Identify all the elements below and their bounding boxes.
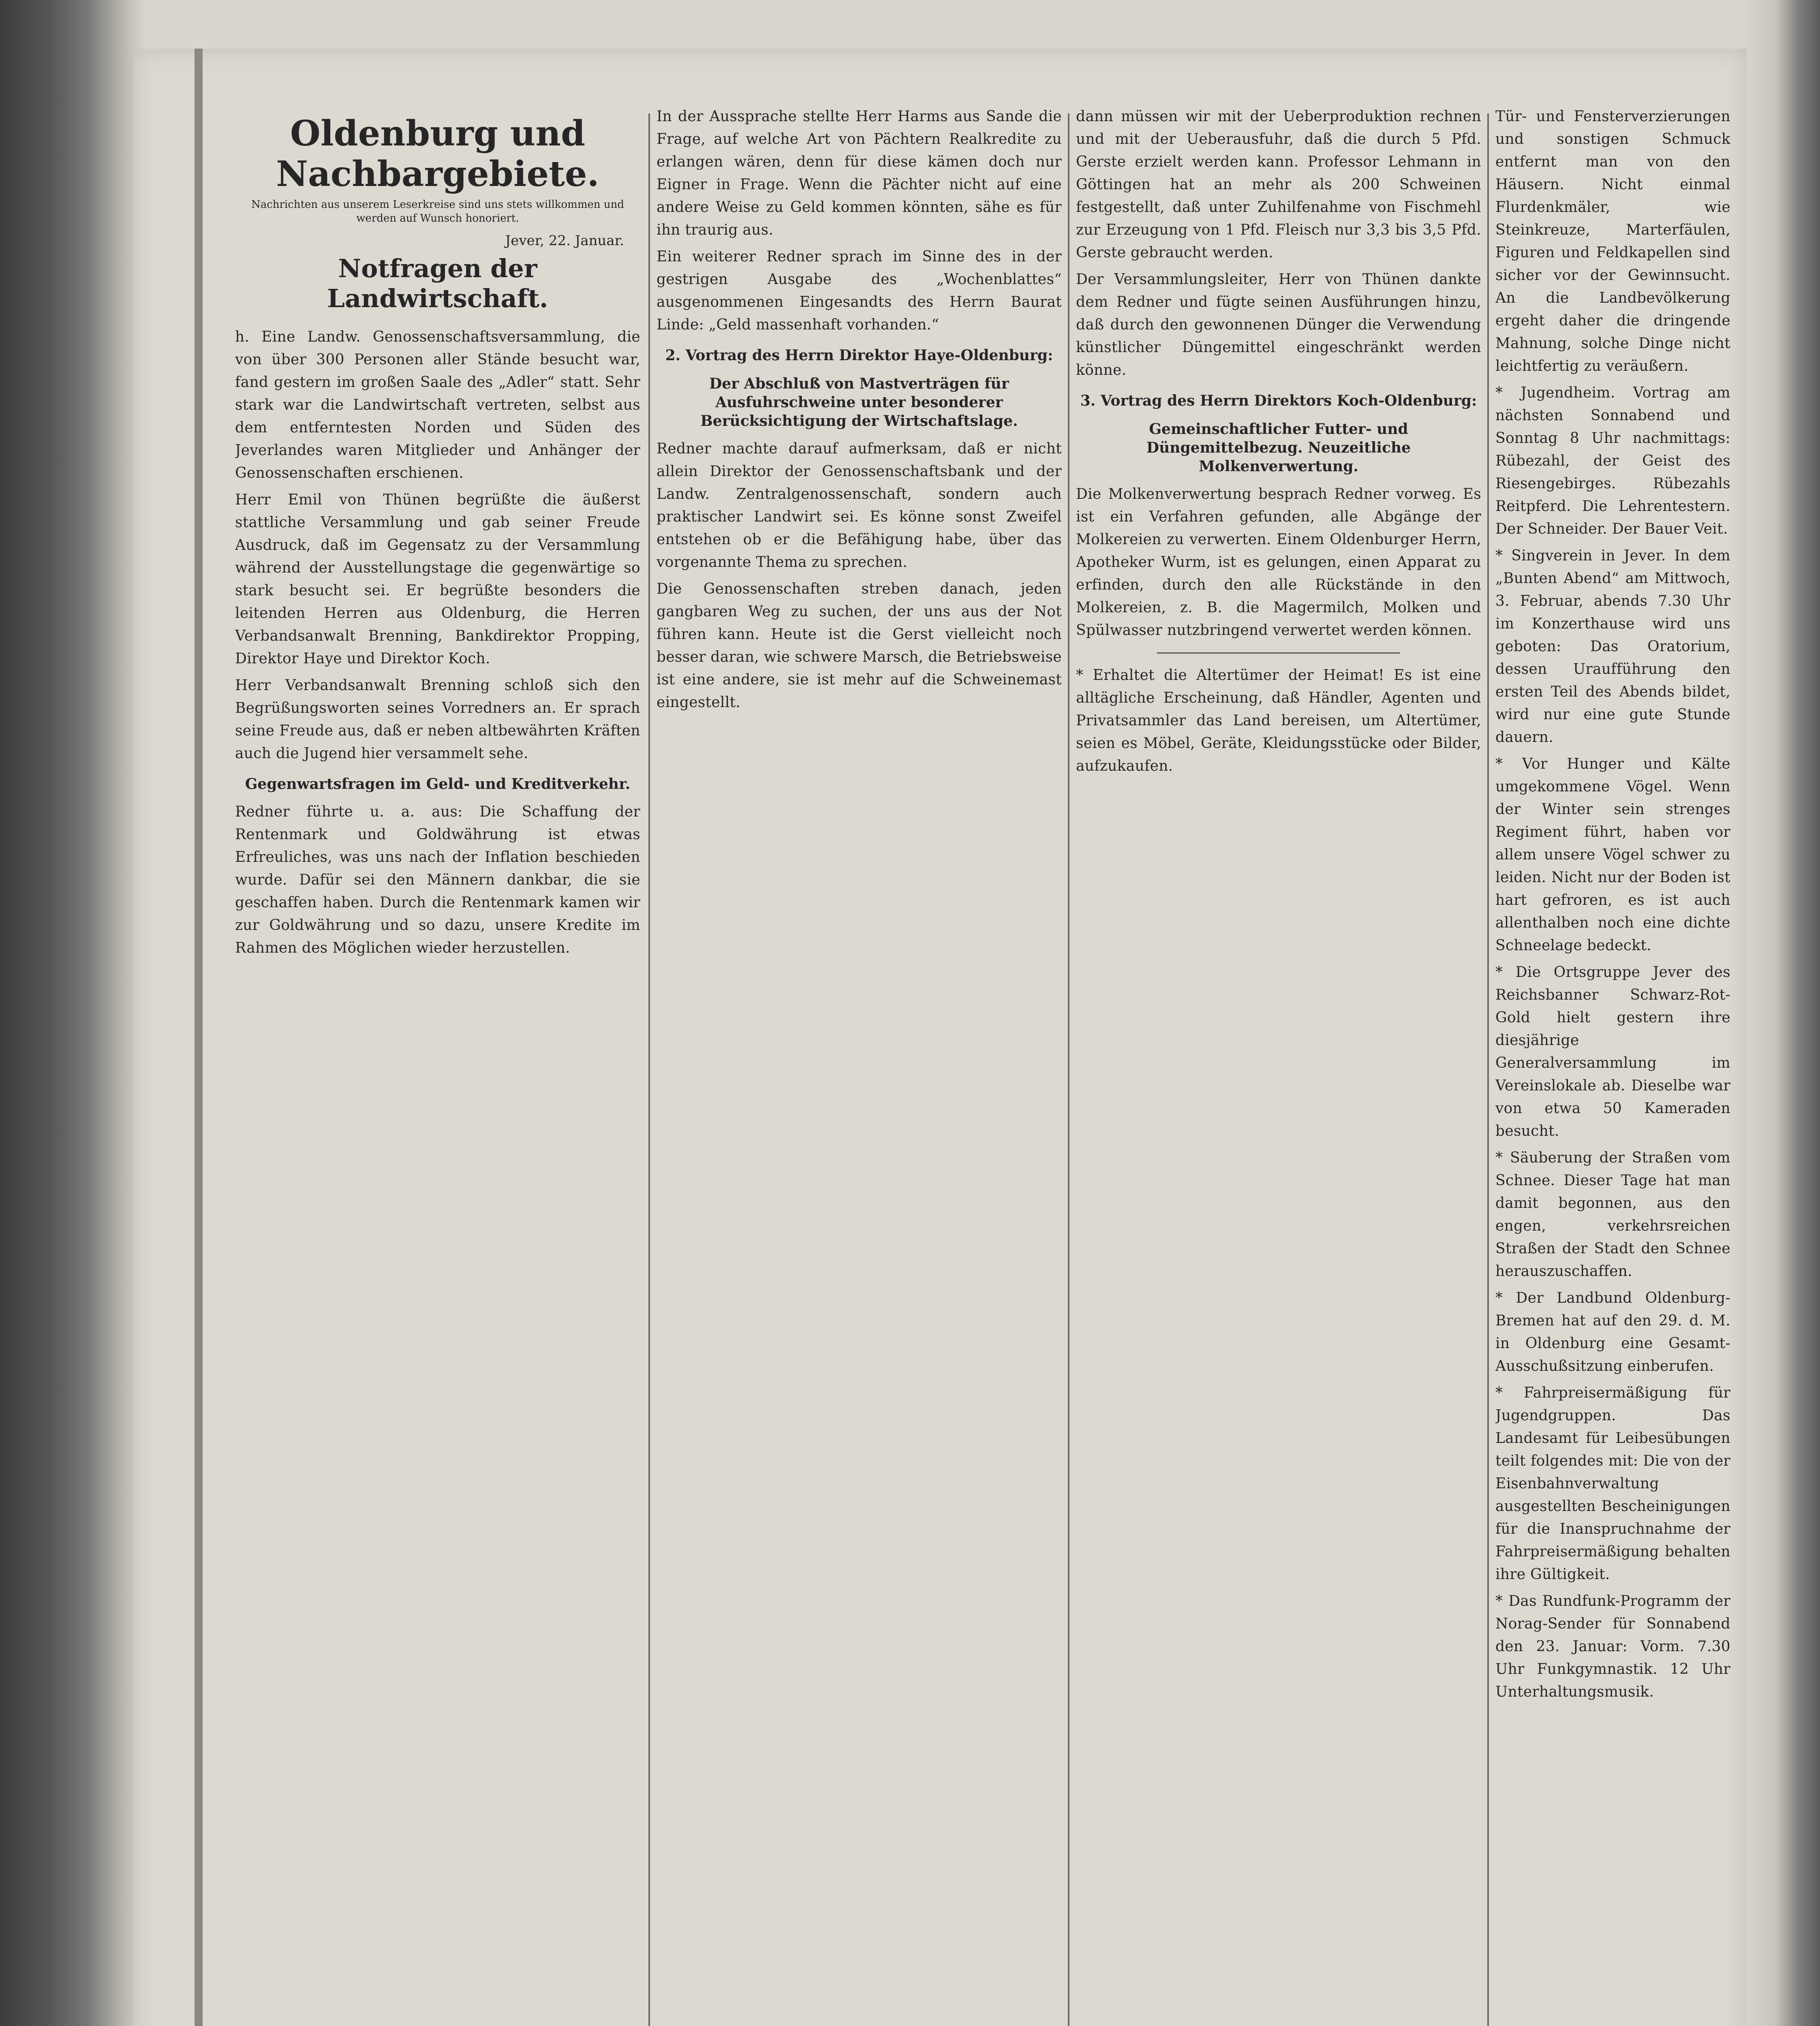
article-paragraph: Die Genossenschaften streben danach, jeden gangbaren Weg zu suchen, der uns aus der Not führen kann. Heute ist die Gerst vielleicht noch besser daran, wie schwere Marsch, die Betriebsweise ist eine andere, sie ist mehr auf die Schweinemast eingestellt.	[657, 581, 1062, 711]
article-paragraph: In der Aussprache stellte Herr Harms aus Sande die Frage, auf welche Art von Pächtern Realkredite zu erlangen wären, denn für diese kämen doch nur Eigner in Frage. Wenn die Pächter nicht auf eine andere Weise zu Geld kommen könnten, sähe es für ihn traurig aus.	[657, 108, 1062, 238]
article-paragraph: * Jugendheim. Vortrag am nächsten Sonnabend und Sonntag 8 Uhr nachmittags: Rübezahl, der Geist des Riesengebirges. Rübezahls Reitpferd. Die Lehrentestern. Der Schneider. Der Bauer Veit.	[1495, 385, 1730, 537]
article-paragraph: dann müssen wir mit der Ueberproduktion rechnen und mit der Ueberausfuhr, daß die durch 5 Pfd. Gerste erzielt werden kann. Professor Lehmann in Göttingen hat an mehr als 200 Schweinen festgestellt, daß unter Zuhilfenahme von Fischmehl zur Erzeugung von 1 Pfd. Fleisch nur 3,3 bis 3,5 Pfd. Gerste gebraucht werden.	[1076, 108, 1481, 261]
section-heading: 3. Vortrag des Herrn Direktors Koch-Oldenburg:	[1080, 392, 1477, 409]
article-paragraph: * Das Rundfunk-Programm der Norag-Sender für Sonnabend den 23. Januar: Vorm. 7.30 Uhr Funkgymnastik. 12 Uhr Unterhaltungsmusik.	[1495, 1593, 1730, 1700]
column-1	[235, 105, 640, 2026]
article-paragraph: * Der Landbund Oldenburg-Bremen hat auf den 29. d. M. in Oldenburg eine Gesamt-Ausschußsitzung einberufen.	[1495, 1290, 1730, 1374]
column-2	[657, 105, 1062, 2026]
column-rule	[1487, 113, 1489, 2026]
section-subheading: Gemeinschaftlicher Futter- und Düngemittelbezug. Neuzeitliche Molkenverwertung.	[1146, 421, 1411, 475]
article-paragraph: Ein weiterer Redner sprach im Sinne des in der gestrigen Ausgabe des „Wochenblattes“ ausgenommenen Eingesandts des Herrn Baurat Linde: „Geld massenhaft vorhanden.“	[657, 248, 1062, 333]
article-paragraph: * Säuberung der Straßen vom Schnee. Dieser Tage hat man damit begonnen, aus den engen, verkehrsreichen Straßen der Stadt den Schnee herauszuschaffen.	[1495, 1150, 1730, 1280]
article-paragraph: Tür- und Fensterverzierungen und sonstigen Schmuck entfernt man von den Häusern. Nicht einmal Flurdenkmäler, wie Steinkreuze, Marterfäulen, Figuren und Feldkapellen sind sicher vor der Gewinnsucht. An die Landbevölkerung ergeht daher die dringende Mahnung, solche Dinge nicht leichtfertig zu veräußern.	[1495, 108, 1730, 374]
article-paragraph: Redner machte darauf aufmerksam, daß er nicht allein Direktor der Genossenschaftsbank und der Landw. Zentralgenossenschaft, sondern auch praktischer Landwirt sei. Es könne sonst Zweifel entstehen ob er die Befähigung habe, über das vorgenannte Thema zu sprechen.	[657, 440, 1062, 571]
article-paragraph: * Die Ortsgruppe Jever des Reichsbanner Schwarz-Rot-Gold hielt gestern ihre diesjährige Generalversammlung im Vereinslokale ab. Dieselbe war von etwa 50 Kameraden besucht.	[1495, 964, 1730, 1139]
article-paragraph: Herr Emil von Thünen begrüßte die äußerst stattliche Versammlung und gab seiner Freude Ausdruck, daß im Gegensatz zu der Versammlung während der Ausstellungstage die gegenwärtige so stark besucht sei. Er begrüßte besonders die leitenden Herren aus Oldenburg, die Herren Verbandsanwalt Brenning, Bankdirektor Propping, Direktor Haye und Direktor Koch.	[235, 492, 640, 667]
column-rule	[1068, 113, 1069, 2026]
article-paragraph: h. Eine Landw. Genossenschaftsversammlung, die von über 300 Personen aller Stände besucht war, fand gestern im großen Saale des „Adler“ statt. Sehr stark war die Landwirtschaft vertreten, selbst aus dem entferntesten Norden und Süden des Jeverlandes waren Mitglieder und Anhänger der Genossenschaften erschienen.	[235, 329, 640, 481]
section-masthead: Oldenburg und Nachbargebiete.	[276, 113, 599, 194]
column-3	[1076, 105, 1481, 2026]
article-paragraph: * Erhaltet die Altertümer der Heimat! Es ist eine alltägliche Erscheinung, daß Händler, Agenten und Privatsammler das Land bereisen, um Altertümer, seien es Möbel, Geräte, Kleidungsstücke oder Bilder, aufzukaufen.	[1076, 667, 1481, 774]
article-paragraph: * Fahrpreisermäßigung für Jugendgruppen. Das Landesamt für Leibesübungen teilt folgendes mit: Die von der Eisenbahnverwaltung ausgestellten Bescheinigungen für die Inanspruchnahme der Fahrpreisermäßigung behalten ihre Gültigkeit.	[1495, 1385, 1730, 1583]
article-paragraph: Die Molkenverwertung besprach Redner vorweg. Es ist ein Verfahren gefunden, alle Abgänge der Molkereien zu verwerten. Einem Oldenburger Herrn, Apotheker Wurm, ist es gelungen, einen Apparat zu erfinden, durch den alle Rückstände in den Molkereien, z. B. die Magermilch, Molken und Spülwasser nutzbringend verwertet werden können.	[1076, 486, 1481, 639]
article-paragraph: Herr Verbandsanwalt Brenning schloß sich den Begrüßungsworten seines Vorredners an. Er sprach seine Freude aus, daß er neben altbewährten Kräften auch die Jugend hier versammelt sehe.	[235, 677, 640, 762]
article-paragraph: * Vor Hunger und Kälte umgekommene Vögel. Wenn der Winter sein strenges Regiment führt, haben vor allem unsere Vögel schwer zu leiden. Nicht nur der Boden ist hart gefroren, es ist auch allenthalben noch eine dichte Schneelage bedeckt.	[1495, 756, 1730, 954]
section-heading: Gegenwartsfragen im Geld- und Kreditverkehr.	[245, 776, 631, 793]
dateline: Jever, 22. Januar.	[505, 233, 624, 249]
article-paragraph: Redner führte u. a. aus: Die Schaffung der Rentenmark und Goldwährung ist etwas Erfreuliches, was uns nach der Inflation beschieden wurde. Dafür sei den Männern dankbar, die sie geschaffen haben. Durch die Rentenmark kamen wir zur Goldwährung und so dazu, unsere Kredite im Rahmen des Möglichen wieder herzustellen.	[235, 804, 640, 956]
column-rule	[648, 113, 650, 2026]
column-4	[1495, 105, 1730, 2026]
masthead-subtitle: Nachrichten aus unserem Leserkreise sind uns stets willkommen und werden auf Wunsch honoriert.	[251, 199, 624, 224]
newspaper-page	[134, 49, 1747, 2026]
page-margin-shadow	[195, 49, 203, 2026]
article-headline: Notfragen der Landwirtschaft.	[327, 254, 548, 313]
article-paragraph: Der Versammlungsleiter, Herr von Thünen dankte dem Redner und fügte seinen Ausführungen hinzu, daß durch den gewonnenen Dünger die Verwendung künstlicher Düngemittel eingeschränkt werden könne.	[1076, 271, 1481, 378]
article-divider	[1157, 652, 1400, 654]
article-paragraph: * Singverein in Jever. In dem „Bunten Abend“ am Mittwoch, 3. Februar, abends 7.30 Uhr im Konzerthause wird uns geboten: Das Oratorium, dessen Uraufführung den ersten Teil des Abends bildet, wird nur eine gute Stunde dauern.	[1495, 547, 1730, 746]
section-heading: 2. Vortrag des Herrn Direktor Haye-Oldenburg:	[665, 347, 1053, 364]
section-subheading: Der Abschluß von Mastverträgen für Ausfuhrschweine unter besonderer Berücksichtigung der Wirtschaftslage.	[700, 375, 1018, 430]
